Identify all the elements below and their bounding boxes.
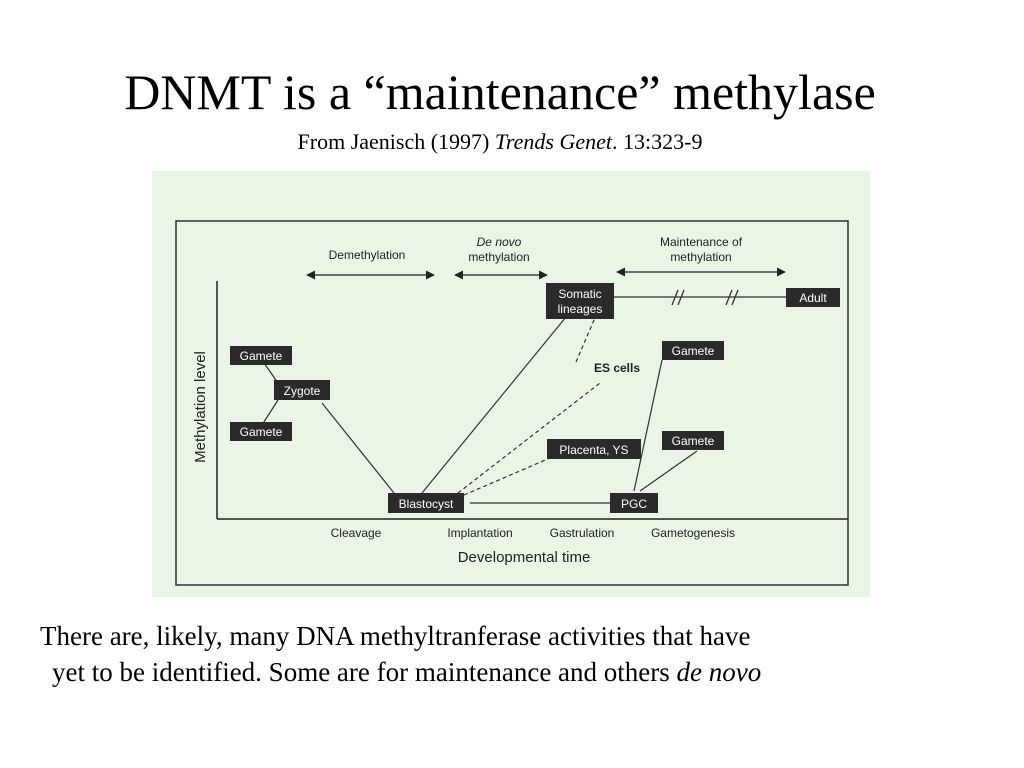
node-placenta-label: Placenta, YS [559, 443, 629, 457]
link-gamete-zygote-bottom [262, 400, 278, 425]
stage-implantation: Implantation [447, 526, 513, 540]
node-adult [786, 288, 840, 307]
methylation-diagram [152, 171, 870, 597]
stage-cleavage: Cleavage [330, 526, 382, 540]
link-zygote-blastocyst [322, 403, 394, 493]
node-es-cells: ES cells [593, 361, 641, 375]
phase-de-novo: De novo [476, 235, 522, 249]
methylation-figure [152, 171, 870, 597]
node-gamete-right-bottom [662, 431, 724, 450]
node-blastocyst-label: Blastocyst [398, 497, 454, 511]
stage-gastrulation: Gastrulation [549, 526, 615, 540]
node-pgc-label: PGC [620, 497, 648, 511]
node-somatic-label-2: lineages [557, 302, 603, 316]
node-somatic-label-1: Somatic [558, 287, 602, 301]
phase-maintenance: Maintenance of [659, 235, 743, 249]
caption-de-novo: de novo [676, 657, 762, 687]
phase-maintenance-methylation: methylation [670, 250, 732, 264]
citation-suffix: . 13:323-9 [612, 129, 703, 154]
node-gamete-top-label: Gamete [239, 349, 283, 363]
slide-title: DNMT is a “maintenance” methylase [124, 64, 876, 120]
link-es-cells-somatic [576, 313, 597, 362]
caption-line-2-text: yet to be identified. Some are for maintenance and others [52, 657, 677, 687]
link-blastocyst-es-cells [458, 383, 600, 493]
stage-gametogenesis: Gametogenesis [650, 526, 736, 540]
node-gamete-bottom [230, 422, 292, 441]
node-pgc [610, 493, 658, 513]
citation-journal: Trends Genet [494, 129, 613, 154]
node-gamete-right-bottom-label: Gamete [671, 434, 715, 448]
node-zygote [274, 380, 330, 400]
link-blastocyst-placenta [464, 458, 550, 495]
link-pgc-gamete-bottom [640, 451, 697, 491]
phase-de-novo-methylation: methylation [468, 250, 530, 264]
phase-demethylation: Demethylation [328, 248, 406, 262]
x-axis-label: Developmental time [457, 549, 591, 566]
citation-prefix: From Jaenisch (1997) [297, 129, 495, 154]
node-gamete-right-top-label: Gamete [671, 344, 715, 358]
caption-line-2 [40, 654, 1000, 690]
node-gamete-bottom-label: Gamete [239, 425, 283, 439]
node-somatic-lineages [546, 283, 614, 319]
y-axis-label: Methylation level [192, 351, 209, 463]
link-blastocyst-somatic [422, 317, 566, 493]
node-gamete-right-top [662, 341, 724, 360]
citation [0, 128, 1000, 156]
node-blastocyst [388, 493, 464, 513]
node-gamete-top [230, 346, 292, 365]
caption-line-1: There are, likely, many DNA methyltranferase activities that have [40, 621, 751, 651]
node-adult-label: Adult [799, 291, 827, 305]
link-pgc-gamete-top [634, 360, 662, 491]
caption [40, 618, 1000, 690]
node-zygote-label: Zygote [283, 384, 321, 398]
node-placenta-ys [547, 439, 641, 459]
